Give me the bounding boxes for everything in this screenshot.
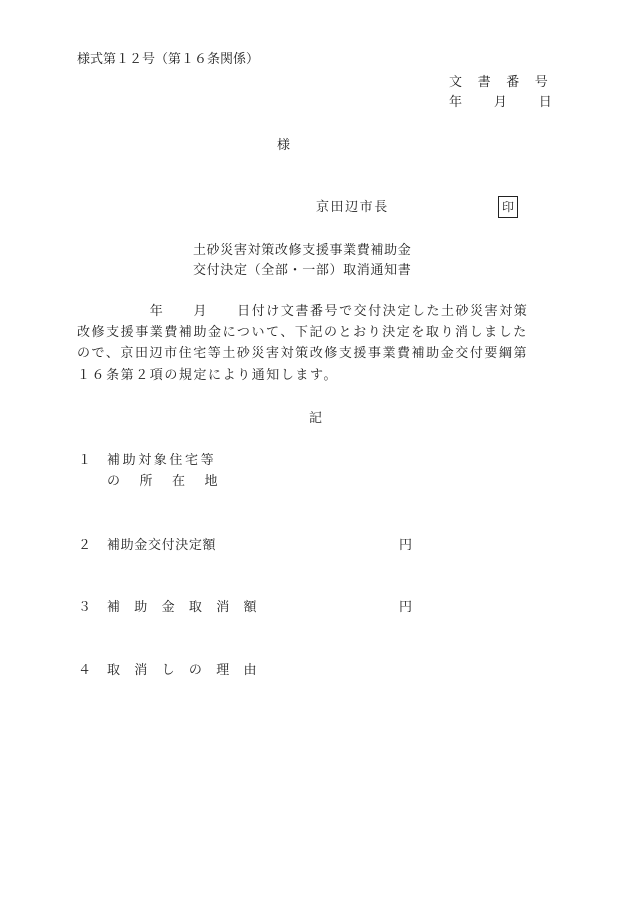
document-title-line-2: 交付決定（全部・一部）取消通知書 [193, 263, 412, 278]
form-number: 様式第１２号（第１６条関係） [77, 52, 260, 67]
item-4-number: ４ [78, 663, 92, 678]
document-title-line-1: 土砂災害対策改修支援事業費補助金 [193, 243, 412, 258]
recipient-suffix: 様 [277, 138, 291, 153]
body-line-2: 改修支援事業費補助金について、下記のとおり決定を取り消しました [77, 325, 528, 340]
item-3-unit: 円 [399, 600, 413, 615]
issue-date: 年 月 日 [449, 95, 554, 110]
body-line-3: ので、京田辺市住宅等土砂災害対策改修支援事業費補助金交付要綱第 [77, 346, 529, 361]
body-line-1: 年 月 日付け文書番号で交付決定した土砂災害対策 [77, 304, 529, 319]
item-3-label: 補 助 金 取 消 額 [107, 600, 258, 615]
item-3-number: ３ [78, 600, 92, 615]
seal-stamp: 印 [498, 196, 518, 218]
item-2-unit: 円 [399, 538, 413, 553]
item-1-number: １ [78, 453, 92, 468]
issuer-name: 京田辺市長 [316, 200, 389, 215]
body-line-4: １６条第２項の規定により通知します。 [77, 368, 339, 383]
item-1-label: 補助対象住宅等 [107, 453, 217, 468]
item-1-label-line-2: の 所 在 地 [107, 474, 221, 489]
item-2-label: 補助金交付決定額 [107, 538, 217, 553]
item-4-label: 取 消 し の 理 由 [107, 663, 258, 678]
item-2-number: ２ [78, 538, 92, 553]
ki-heading: 記 [309, 411, 323, 426]
document-number: 文 書 番 号 [449, 75, 550, 90]
